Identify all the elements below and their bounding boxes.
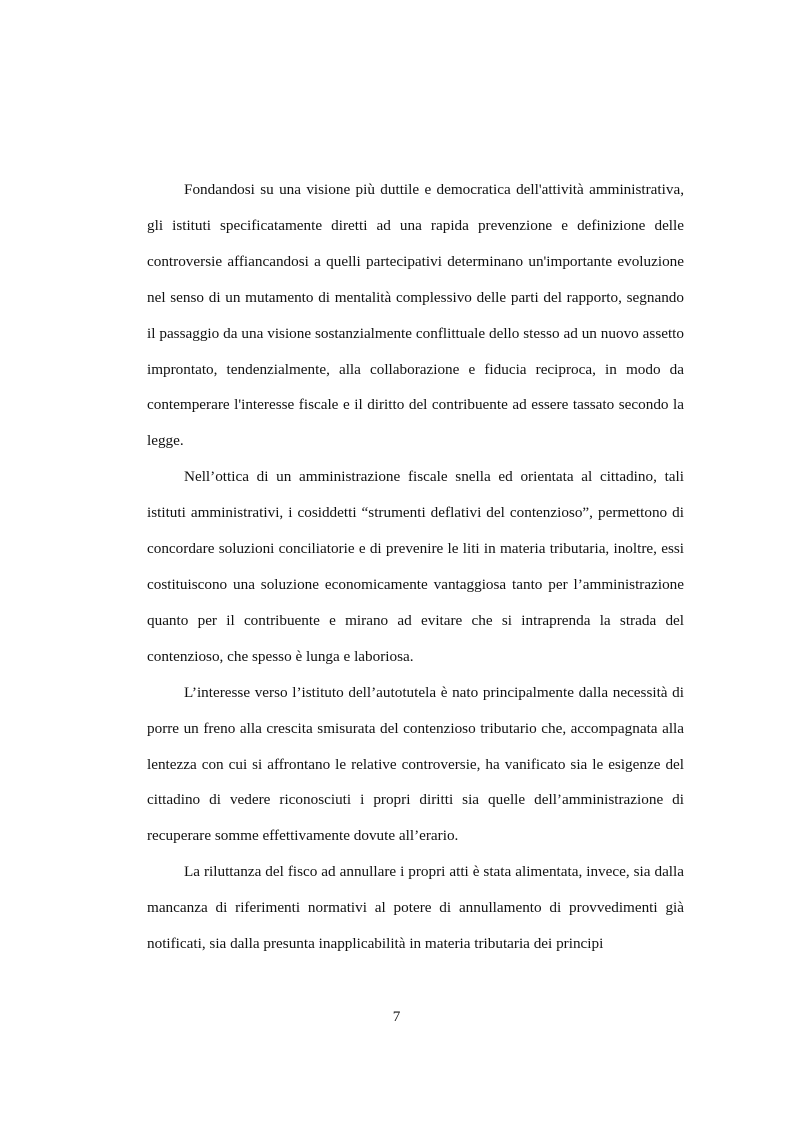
page-number: 7 bbox=[392, 1008, 401, 1025]
paragraph-1: Fondandosi su una visione più duttile e democratica dell'attività amministrativa, gli istituti specificatamente diretti ad una rapida prevenzione e definizione delle controversie affiancandosi a quelli partecipativi determinano un'importante evoluzione nel senso di un mutamento di mentalità complessivo delle parti del rapporto, segnando il passaggio da una visione sostanzialmente conflittuale dello stesso ad un nuovo assetto improntato, tendenzialmente, alla collaborazione e fiducia reciproca, in modo da contemperare l'interesse fiscale e il diritto del contribuente ad essere tassato secondo la legge. bbox=[147, 181, 684, 450]
paragraph-2: Nell’ottica di un amministrazione fiscale snella ed orientata al cittadino, tali istituti amministrativi, i cosiddetti “strumenti deflativi del contenzioso”, permettono di concordare soluzioni conciliatorie e di prevenire le liti in materia tributaria, inoltre, essi costituiscono una soluzione economicamente vantaggiosa tanto per l’amministrazione quanto per il contribuente e mirano ad evitare che si intraprenda la strada del contenzioso, che spesso è lunga e laboriosa. bbox=[147, 468, 684, 665]
body-text bbox=[147, 172, 684, 962]
paragraph-4: La riluttanza del fisco ad annullare i propri atti è stata alimentata, invece, sia dalla mancanza di riferimenti normativi al potere di annullamento di provvedimenti già notificati, sia dalla presunta inapplicabilità in materia tributaria dei principi bbox=[147, 863, 684, 953]
paragraph-3: L’interesse verso l’istituto dell’autotutela è nato principalmente dalla necessità di porre un freno alla crescita smisurata del contenzioso tributario che, accompagnata alla lentezza con cui si affrontano le relative controversie, ha vanificato sia le esigenze del cittadino di vedere riconosciuti i propri diritti sia quelle dell’amministrazione di recuperare somme effettivamente dovute all’erario. bbox=[147, 683, 684, 845]
